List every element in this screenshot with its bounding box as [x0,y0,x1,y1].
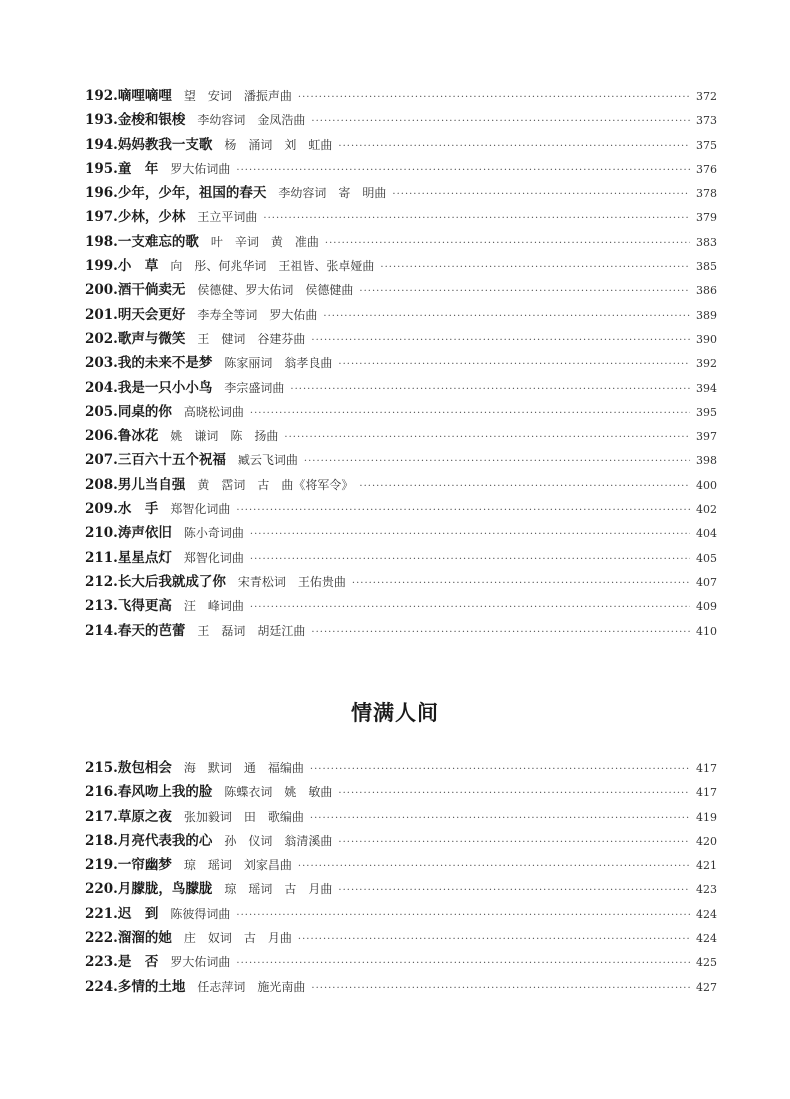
dot-leader [250,548,690,570]
toc-entry [85,424,717,448]
entry-number: 192. [85,88,118,104]
entry-title: 三百六十五个祝福 [117,452,226,469]
entry-title: 春天的芭蕾 [117,622,186,639]
entry-credit: 王立平词曲 [197,210,258,225]
entry-number: 216. [85,784,118,801]
entry-title: 溜溜的她 [117,930,172,947]
dot-leader [311,977,690,999]
entry-number: 200. [85,282,118,299]
dot-leader [311,621,690,643]
toc-entry [85,594,717,618]
entry-number: 207. [85,452,118,469]
dot-leader [311,329,690,351]
entry-title: 涛声依旧 [117,525,172,542]
entry-page-number: 417 [696,786,717,800]
entry-page-number: 378 [696,187,717,201]
section-heading: 情满人间 [351,700,439,725]
entry-title: 水 手 [117,501,159,518]
toc-entry [85,400,717,424]
entry-credit: 李幼容词 金凤浩曲 [197,113,306,128]
entry-page-number: 385 [696,260,717,274]
entry-page-number: 379 [696,211,717,225]
entry-credit: 望 安词 潘振声曲 [183,89,292,103]
entry-number: 213. [85,598,118,615]
entry-credit: 孙 仪词 翁清溪曲 [224,833,333,848]
entry-page-number: 375 [696,138,717,152]
entry-page-number: 398 [696,454,717,468]
entry-credit: 侯德健、罗大佑词 侯德健曲 [197,283,354,298]
toc-entry [85,84,717,108]
entry-credit: 陈彼得词曲 [170,906,231,921]
dot-leader [352,572,690,594]
entry-number: 204. [85,379,118,396]
dot-leader [284,426,690,448]
entry-number: 198. [85,233,118,250]
entry-title: 敖包相会 [117,760,172,776]
entry-title: 飞得更高 [117,598,172,615]
entry-page-number: 424 [696,907,717,921]
dot-leader [359,475,690,497]
dot-leader [298,86,690,108]
entry-page-number: 402 [696,503,717,517]
toc-entry [85,327,717,351]
entry-page-number: 395 [696,405,717,419]
entry-number: 194. [85,136,118,153]
entry-number: 197. [85,209,118,226]
toc-entry [85,181,717,205]
entry-page-number: 405 [696,551,717,565]
toc-list-section-2 [85,756,717,999]
entry-number: 222. [85,930,118,947]
toc-entry [85,376,717,400]
toc-entry [85,108,717,132]
entry-credit: 黄 霑词 古 曲《将军令》 [197,477,354,492]
entry-number: 196. [85,185,118,202]
toc-entry [85,546,717,570]
entry-title: 同桌的你 [117,403,172,420]
dot-leader [290,378,690,400]
entry-title: 月朦胧，鸟朦胧 [117,881,213,898]
entry-title: 多情的土地 [117,978,186,995]
entry-number: 206. [85,428,118,445]
dot-leader [298,855,690,877]
entry-title: 草原之夜 [117,808,172,825]
entry-number: 212. [85,573,118,590]
entry-title: 金梭和银梭 [117,112,186,129]
dot-leader [298,928,690,950]
entry-number: 219. [85,857,118,874]
entry-credit: 陈蝶衣词 姚 敏曲 [224,785,333,800]
entry-credit: 姚 谦词 陈 扬曲 [170,429,279,444]
entry-title: 月亮代表我的心 [117,832,213,849]
dot-leader [310,807,690,829]
entry-credit: 琼 瑶词 古 月曲 [224,882,333,897]
dot-leader [338,135,690,157]
entry-credit: 李幼容词 寄 明曲 [278,186,387,201]
entry-credit: 张加毅词 田 歌编曲 [183,809,304,824]
dot-leader [338,353,690,375]
entry-credit: 宋青松词 王佑贵曲 [237,574,346,589]
entry-title: 男儿当自强 [117,476,186,493]
toc-entry [85,351,717,375]
dot-leader [236,159,690,181]
entry-page-number: 419 [696,810,717,824]
entry-credit: 任志萍词 施光南曲 [197,979,306,994]
entry-number: 202. [85,330,118,347]
toc-entry [85,829,717,853]
entry-title: 童 年 [117,160,159,177]
toc-entry [85,448,717,472]
entry-number: 221. [85,905,118,922]
entry-credit: 王 磊词 胡廷江曲 [197,623,306,638]
entry-number: 210. [85,525,118,542]
dot-leader [236,952,690,974]
entry-title: 一帘幽梦 [117,857,172,874]
entry-credit: 臧云飞词曲 [237,453,298,468]
entry-page-number: 425 [696,956,717,970]
toc-entry [85,950,717,974]
entry-page-number: 423 [696,883,717,897]
dot-leader [263,207,690,229]
toc-entry [85,805,717,829]
toc-entry [85,230,717,254]
entry-credit: 罗大佑词曲 [170,161,231,176]
entry-page-number: 407 [696,575,717,589]
entry-page-number: 383 [696,235,717,249]
dot-leader [250,596,690,618]
entry-page-number: 420 [696,834,717,848]
entry-credit: 叶 辛词 黄 准曲 [210,234,319,249]
toc-entry [85,756,717,780]
entry-number: 214. [85,622,118,639]
dot-leader [325,232,690,254]
toc-entry [85,157,717,181]
entry-number: 211. [85,549,118,566]
entry-page-number: 394 [696,381,717,395]
dot-leader [236,904,690,926]
dot-leader [311,110,690,132]
entry-title: 歌声与微笑 [117,330,186,347]
toc-entry [85,497,717,521]
toc-entry [85,133,717,157]
entry-title: 长大后我就成了你 [117,573,226,590]
entry-number: 193. [85,112,118,129]
dot-leader [250,523,690,545]
entry-number: 199. [85,258,118,275]
entry-page-number: 424 [696,932,717,946]
entry-number: 195. [85,160,118,177]
entry-credit: 杨 涌词 刘 虹曲 [224,137,333,152]
entry-page-number: 417 [696,762,717,775]
entry-title: 嘀哩嘀哩 [117,88,172,104]
entry-credit: 郑智化词曲 [183,550,244,565]
toc-entry [85,780,717,804]
entry-number: 203. [85,355,118,372]
entry-credit: 陈小奇词曲 [183,526,244,541]
entry-title: 是 否 [117,954,159,971]
entry-credit: 陈家丽词 翁孝良曲 [224,356,333,371]
entry-credit: 汪 峰词曲 [183,599,244,614]
toc-entry [85,975,717,999]
entry-page-number: 373 [696,114,717,128]
entry-number: 220. [85,881,118,898]
entry-title: 妈妈教我一支歌 [117,136,213,153]
entry-page-number: 404 [696,527,717,541]
dot-leader [304,450,690,472]
dot-leader [310,758,690,780]
toc-entry [85,521,717,545]
entry-credit: 向 彤、何兆华词 王祖皆、张卓娅曲 [170,259,375,274]
entry-title: 少林，少林 [117,209,186,226]
entry-page-number: 397 [696,430,717,444]
entry-number: 217. [85,808,118,825]
entry-number: 215. [85,760,118,776]
entry-title: 少年，少年，祖国的春天 [117,185,267,202]
entry-number: 201. [85,306,118,323]
entry-page-number: 390 [696,332,717,346]
entry-page-number: 400 [696,478,717,492]
dot-leader [380,256,690,278]
entry-title: 一支难忘的歌 [117,233,199,250]
entry-title: 我的未来不是梦 [117,355,213,372]
toc-entry [85,473,717,497]
entry-page-number: 372 [696,90,717,103]
entry-title: 星星点灯 [117,549,172,566]
entry-title: 春风吻上我的脸 [117,784,213,801]
dot-leader [338,831,690,853]
toc-entry [85,619,717,643]
toc-entry [85,570,717,594]
entry-page-number: 386 [696,284,717,298]
entry-number: 208. [85,476,118,493]
entry-number: 209. [85,501,118,518]
dot-leader [323,305,690,327]
entry-credit: 郑智化词曲 [170,502,231,517]
entry-credit: 王 健词 谷建芬曲 [197,331,306,346]
entry-credit: 海 默词 通 福编曲 [183,761,304,775]
toc-entry [85,278,717,302]
toc-entry [85,205,717,229]
dot-leader [338,879,690,901]
dot-leader [250,402,690,424]
entry-page-number: 392 [696,357,717,371]
entry-number: 205. [85,403,118,420]
entry-credit: 李寿全等词 罗大佑曲 [197,307,318,322]
entry-page-number: 427 [696,980,717,994]
entry-title: 我是一只小小鸟 [117,379,213,396]
toc-entry [85,853,717,877]
entry-title: 迟 到 [117,905,159,922]
entry-page-number: 376 [696,162,717,176]
entry-number: 223. [85,954,118,971]
entry-title: 小 草 [117,258,159,275]
entry-title: 酒干倘卖无 [117,282,186,299]
entry-credit: 庄 奴词 古 月曲 [183,931,292,946]
toc-entry [85,303,717,327]
entry-credit: 高晓松词曲 [183,404,244,419]
entry-number: 224. [85,978,118,995]
dot-leader [236,499,690,521]
entry-number: 218. [85,832,118,849]
dot-leader [359,280,690,302]
entry-page-number: 421 [696,859,717,873]
entry-page-number: 389 [696,308,717,322]
entry-credit: 李宗盛词曲 [224,380,285,395]
entry-title: 鲁冰花 [117,428,159,445]
toc-entry [85,254,717,278]
toc-entry [85,926,717,950]
entry-credit: 琼 瑶词 刘家昌曲 [183,858,292,873]
entry-credit: 罗大佑词曲 [170,955,231,970]
entry-page-number: 409 [696,600,717,614]
entry-title: 明天会更好 [117,306,186,323]
entry-page-number: 410 [696,624,717,638]
dot-leader [392,183,690,205]
toc-entry [85,877,717,901]
toc-entry [85,902,717,926]
dot-leader [338,782,690,804]
toc-list-section-1 [85,84,717,643]
